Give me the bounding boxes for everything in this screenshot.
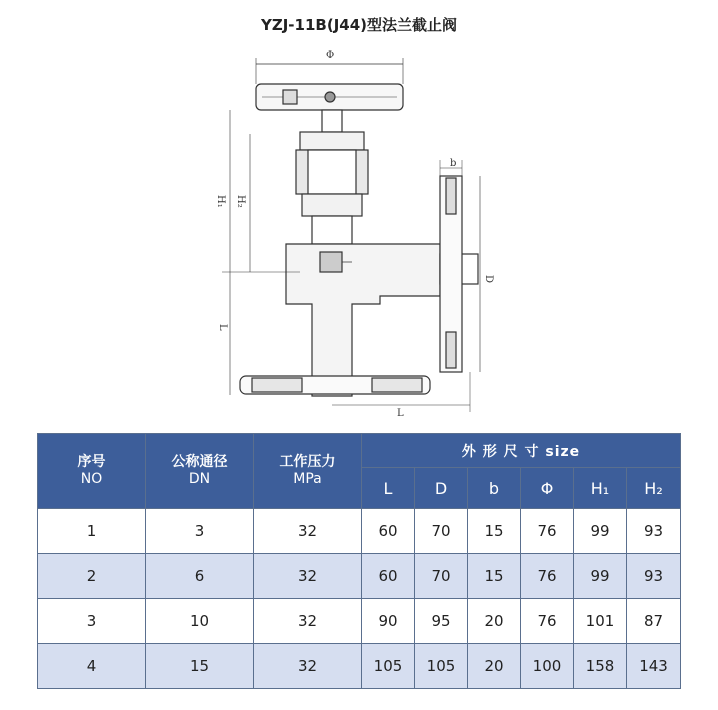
specification-table <box>37 433 681 689</box>
table-row <box>38 599 681 644</box>
l-vertical-label: L <box>217 324 228 331</box>
cell-b: 20 <box>468 644 521 689</box>
cell-no: 3 <box>38 599 146 644</box>
cell-mpa: 32 <box>254 644 362 689</box>
header-dn-en: DN <box>188 471 211 487</box>
cell-h2: 87 <box>627 599 681 644</box>
header-phi: Φ <box>521 468 574 509</box>
table-row <box>38 509 681 554</box>
cell-phi: 76 <box>521 509 574 554</box>
cell-d: 105 <box>415 644 468 689</box>
b-dimension-label: b <box>450 158 457 169</box>
cell-h1: 99 <box>574 509 627 554</box>
header-dn-cn: 公称通径 <box>171 454 228 470</box>
header-no <box>38 434 146 509</box>
cell-b: 15 <box>468 554 521 599</box>
cell-dn: 6 <box>146 554 254 599</box>
cell-d: 95 <box>415 599 468 644</box>
cell-d: 70 <box>415 509 468 554</box>
header-no-cn: 序号 <box>77 454 106 470</box>
d-dimension-label: D <box>483 275 494 284</box>
cell-no: 4 <box>38 644 146 689</box>
cell-dn: 3 <box>146 509 254 554</box>
header-d: D <box>415 468 468 509</box>
header-size: 外 形 尺 寸 size <box>362 434 681 468</box>
cell-l: 60 <box>362 509 415 554</box>
cell-b: 15 <box>468 509 521 554</box>
cell-h2: 143 <box>627 644 681 689</box>
cell-h2: 93 <box>627 509 681 554</box>
cell-dn: 15 <box>146 644 254 689</box>
header-l: L <box>362 468 415 509</box>
header-mpa <box>254 434 362 509</box>
cell-phi: 76 <box>521 554 574 599</box>
table-row <box>38 554 681 599</box>
cell-phi: 76 <box>521 599 574 644</box>
header-h2: H₂ <box>627 468 681 509</box>
header-dn <box>146 434 254 509</box>
cell-d: 70 <box>415 554 468 599</box>
h1-dimension-label: H₁ <box>215 195 226 208</box>
header-h1: H₁ <box>574 468 627 509</box>
cell-h1: 101 <box>574 599 627 644</box>
cell-mpa: 32 <box>254 599 362 644</box>
cell-no: 1 <box>38 509 146 554</box>
cell-h1: 99 <box>574 554 627 599</box>
h2-dimension-label: H₂ <box>235 195 246 208</box>
l-bottom-label: L <box>397 408 404 419</box>
cell-l: 60 <box>362 554 415 599</box>
cell-no: 2 <box>38 554 146 599</box>
cell-l: 105 <box>362 644 415 689</box>
header-mpa-cn: 工作压力 <box>279 454 336 470</box>
cell-mpa: 32 <box>254 554 362 599</box>
header-no-en: NO <box>80 471 103 487</box>
document-title: YZJ-11B(J44)型法兰截止阀 <box>260 16 458 34</box>
cell-phi: 100 <box>521 644 574 689</box>
header-b: b <box>468 468 521 509</box>
cell-h2: 93 <box>627 554 681 599</box>
cell-dn: 10 <box>146 599 254 644</box>
cell-mpa: 32 <box>254 509 362 554</box>
header-mpa-en: MPa <box>293 471 322 487</box>
phi-dimension-label: Φ <box>326 50 335 61</box>
cell-l: 90 <box>362 599 415 644</box>
cell-b: 20 <box>468 599 521 644</box>
table-row <box>38 644 681 689</box>
cell-h1: 158 <box>574 644 627 689</box>
